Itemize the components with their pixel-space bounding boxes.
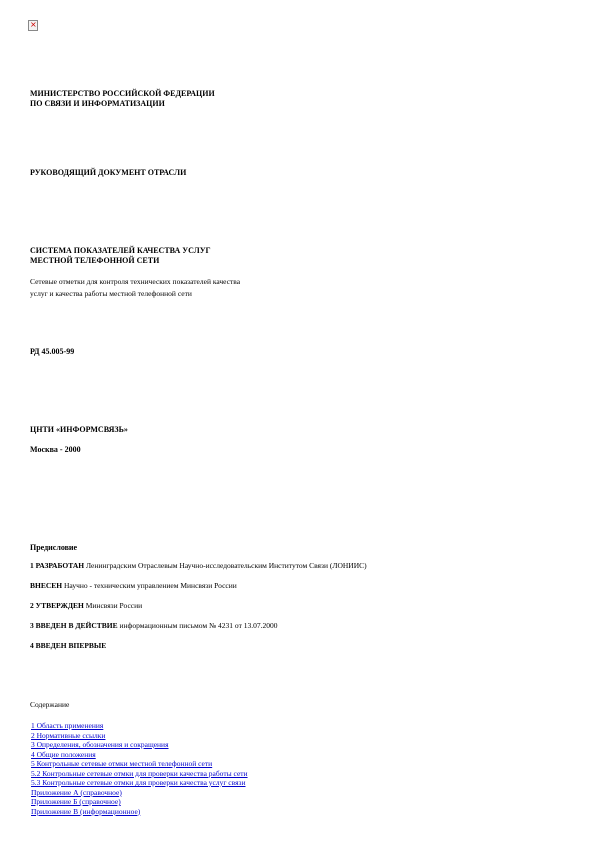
toc-link-general[interactable]: 4 Общие положения <box>31 749 96 759</box>
toc-link-section-5-3[interactable]: 5.3 Контрольные сетевые отмки для проверки качества услуг связи <box>31 778 246 787</box>
subtitle-line-2: услуг и качества работы местной телефонной сети <box>30 289 192 298</box>
foreword-item-label: 2 УТВЕРЖДЕН <box>30 601 84 610</box>
broken-image-icon: × <box>30 20 37 29</box>
foreword-item-text: информационным письмом № 4231 от 13.07.2000 <box>117 621 278 630</box>
foreword-item-label: ВНЕСЕН <box>30 581 63 590</box>
toc-link-appendix-a[interactable]: Приложение А (справочное) <box>31 787 122 797</box>
foreword-item-text: Научно - техническим управлением Минсвязи России <box>62 581 237 590</box>
foreword-heading: Предисловие <box>30 543 78 552</box>
foreword-item-approved <box>30 600 142 612</box>
foreword-item-text: Ленинградским Отраслевым Научно-исследовательским Институтом Связи (ЛОНИИС) <box>84 561 367 570</box>
foreword-item-label: 4 ВВЕДЕН ВПЕРВЫЕ <box>30 641 107 650</box>
contents-heading: Содержание <box>30 700 70 709</box>
document-number: РД 45.005-99 <box>30 347 75 356</box>
foreword-item-submitted <box>30 580 237 592</box>
foreword-item-text: Минсвязи России <box>83 601 143 610</box>
toc-link-section-5-2[interactable]: 5.2 Контрольные сетевые отмки для проверки качества работы сети <box>31 768 248 778</box>
title-line-1: СИСТЕМА ПОКАЗАТЕЛЕЙ КАЧЕСТВА УСЛУГ <box>30 246 211 255</box>
document-type: РУКОВОДЯЩИЙ ДОКУМЕНТ ОТРАСЛИ <box>30 168 187 177</box>
toc-link-references[interactable]: 2 Нормативные ссылки <box>31 730 106 740</box>
ministry-line-2: ПО СВЯЗИ И ИНФОРМАТИЗАЦИИ <box>30 99 165 108</box>
foreword-item-label: 1 РАЗРАБОТАН <box>30 561 85 570</box>
foreword-item-label: 3 ВВЕДЕН В ДЕЙСТВИЕ <box>30 621 118 630</box>
toc-link-scope[interactable]: 1 Область применения <box>31 721 104 730</box>
subtitle-line-1: Сетевые отметки для контроля технических показателей качества <box>30 277 241 286</box>
foreword-item-enacted <box>30 620 278 632</box>
toc-link-appendix-b[interactable]: Приложение Б (справочное) <box>31 797 121 806</box>
foreword-item-first-time <box>30 640 106 652</box>
title-line-2: МЕСТНОЙ ТЕЛЕФОННОЙ СЕТИ <box>30 256 160 265</box>
city-year: Москва - 2000 <box>30 445 81 454</box>
toc-link-section-5[interactable]: 5 Контрольные сетевые отмки местной телефонной сети <box>31 759 213 768</box>
ministry-line-1: МИНИСТЕРСТВО РОССИЙСКОЙ ФЕДЕРАЦИИ <box>30 89 215 98</box>
publisher: ЦНТИ «ИНФОРМСВЯЗЬ» <box>30 425 128 434</box>
foreword-item-developed <box>30 560 367 572</box>
toc-link-appendix-v[interactable]: Приложение В (информационное) <box>31 806 141 816</box>
toc-link-definitions[interactable]: 3 Определения, обозначения и сокращения <box>31 740 169 749</box>
table-of-contents <box>31 721 248 816</box>
